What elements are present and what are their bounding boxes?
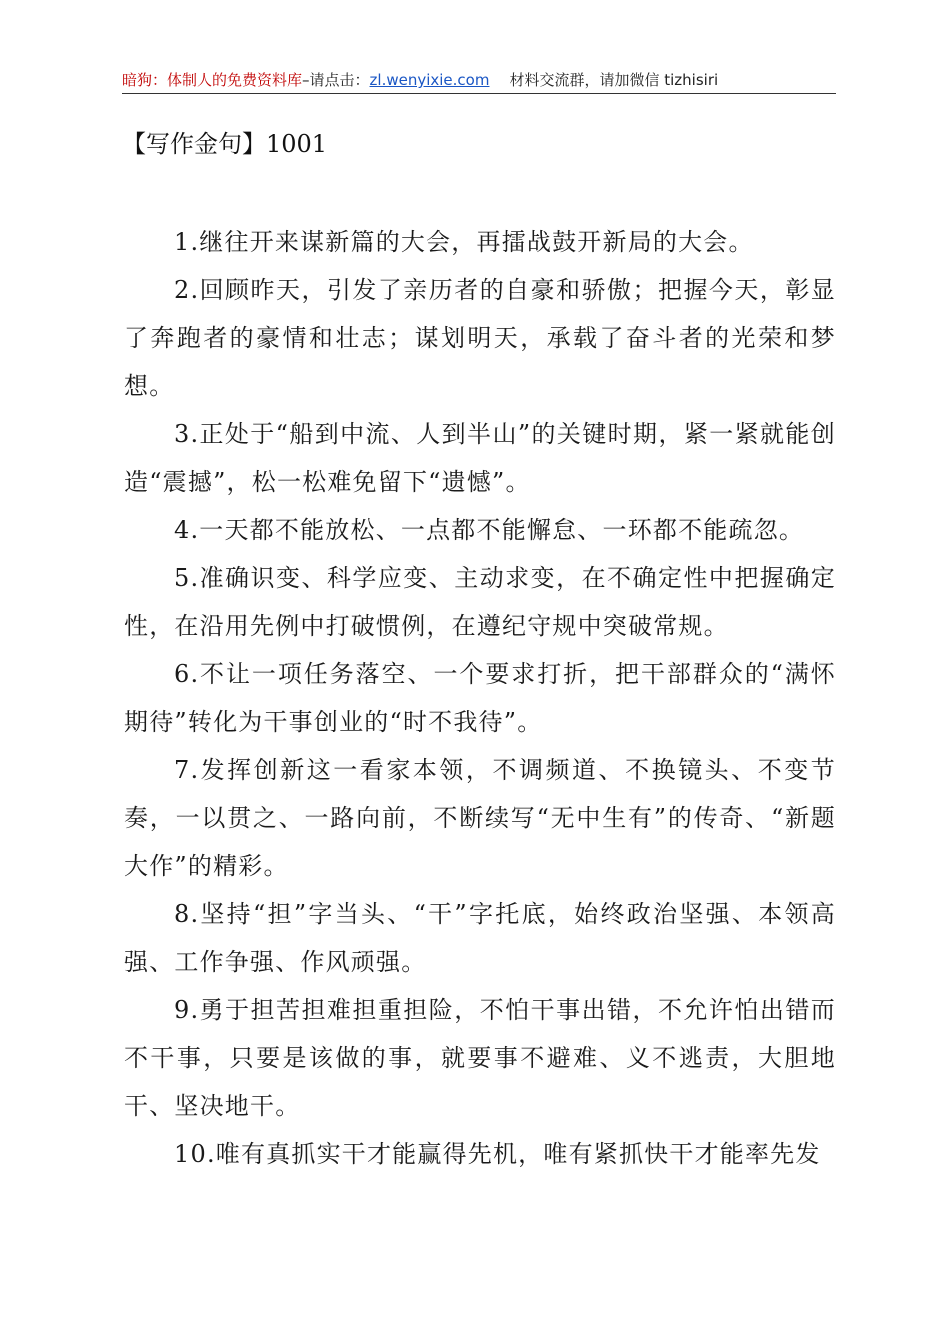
document-body bbox=[124, 218, 836, 1178]
header-contact: 材料交流群，请加微信 tizhisiri bbox=[509, 71, 719, 89]
paragraph-10: 10.唯有真抓实干才能赢得先机，唯有紧抓快干才能率先发 bbox=[174, 1140, 821, 1168]
paragraph-5: 5.准确识变、科学应变、主动求变，在不确定性中把握确定性，在沿用先例中打破惯例，在遵纪守规中突破常规。 bbox=[124, 564, 836, 640]
paragraph-7: 7.发挥创新这一看家本领，不调频道、不换镜头、不变节奏，一以贯之、一路向前，不断续写“无中生有”的传奇、“新题大作”的精彩。 bbox=[124, 756, 836, 880]
paragraph-9: 9.勇于担苦担难担重担险，不怕干事出错，不允许怕出错而不干事，只要是该做的事，就要事不避难、义不逃责，大胆地干、坚决地干。 bbox=[124, 996, 836, 1120]
paragraph-6: 6.不让一项任务落空、一个要求打折，把干部群众的“满怀期待”转化为干事创业的“时不我待”。 bbox=[124, 660, 836, 736]
paragraph-8: 8.坚持“担”字当头、“干”字托底，始终政治坚强、本领高强、工作争强、作风顽强。 bbox=[124, 900, 836, 976]
paragraph-3: 3.正处于“船到中流、人到半山”的关键时期，紧一紧就能创造“震撼”，松一松难免留下“遗憾”。 bbox=[124, 420, 836, 496]
paragraph-2: 2.回顾昨天，引发了亲历者的自豪和骄傲；把握今天，彰显了奔跑者的豪情和壮志；谋划明天，承载了奋斗者的光荣和梦想。 bbox=[124, 276, 836, 400]
paragraph-1: 1.继往开来谋新篇的大会，再擂战鼓开新局的大会。 bbox=[174, 228, 754, 256]
header-link[interactable]: zl.wenyixie.com bbox=[369, 71, 490, 89]
document-title: 【写作金句】1001 bbox=[122, 130, 328, 158]
header-prompt: –请点击： bbox=[302, 71, 370, 89]
paragraph-4: 4.一天都不能放松、一点都不能懈怠、一环都不能疏忽。 bbox=[174, 516, 805, 544]
header-site-name: 暗狗：体制人的免费资料库 bbox=[122, 71, 303, 89]
page-header bbox=[122, 68, 834, 92]
header-divider bbox=[122, 93, 836, 94]
